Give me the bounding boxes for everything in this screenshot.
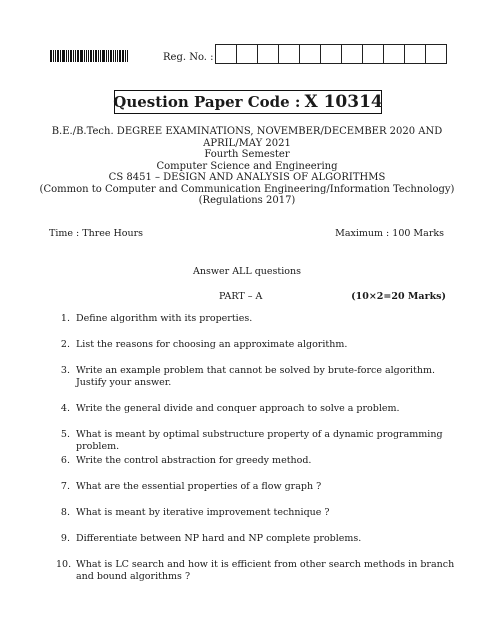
reg-no-box[interactable] [320,44,342,64]
question-text: Write the general divide and conquer approach to solve a problem. [76,403,400,414]
question-number: 5. [60,429,70,440]
barcode-bar [93,50,94,62]
paper-code-label: Question Paper Code : [113,93,301,111]
barcode-bar [125,50,126,62]
barcode-bar [117,50,118,62]
instruction: Answer ALL questions [193,266,301,277]
question-text: Write the control abstraction for greedy method. [76,455,312,466]
common-to: (Common to Computer and Communication Engineering/Information Technology) [39,183,455,195]
reg-no-box[interactable] [278,44,300,64]
exam-header [30,126,464,207]
barcode-bar [70,50,72,62]
question-number: 8. [60,507,70,518]
exam-title-line1: B.E./B.Tech. DEGREE EXAMINATIONS, NOVEMBER/DECEMBER 2020 AND [51,126,443,137]
time-allowed: Time : Three Hours [49,228,144,239]
barcode-bar [80,50,83,62]
barcode-bar [50,50,52,62]
reg-no-box[interactable] [404,44,426,64]
barcode-bar [122,50,124,62]
reg-no-box[interactable] [215,44,237,64]
question-text: List the reasons for choosing an approximate algorithm. [76,339,348,350]
reg-no-box[interactable] [362,44,384,64]
reg-no-box[interactable] [236,44,258,64]
barcode-bar [119,50,121,62]
semester: Fourth Semester [204,149,290,160]
question-text: Write an example problem that cannot be solved by brute-force algorithm. Justify your answer. [76,365,436,388]
question-text: Define algorithm with its properties. [76,313,253,324]
barcode-bar [113,50,114,62]
barcode-bar [115,50,116,62]
barcode-bar [86,50,87,62]
barcode-bar [84,50,85,62]
barcode-bar [127,50,128,62]
barcode-bar [102,50,105,62]
question-number: 7. [60,481,70,492]
barcode-bar [88,50,89,62]
reg-no-label: Reg. No. : [163,52,214,63]
reg-no-box[interactable] [257,44,279,64]
question-text: What are the essential properties of a flow graph ? [76,481,322,492]
barcode-bar [106,50,107,62]
barcode-bar [73,50,74,62]
barcode-bar [110,50,112,62]
barcode-bar [90,50,92,62]
question-number: 4. [60,403,70,414]
question-paper-code-box [114,90,382,114]
department: Computer Science and Engineering [156,160,338,172]
barcode-bar [60,50,61,62]
exam-title-line2: APRIL/MAY 2021 [203,137,291,149]
barcode-bar [53,50,54,62]
maximum-marks: Maximum : 100 Marks [335,228,444,239]
barcode-bar [75,50,76,62]
barcode-bar [62,50,65,62]
question-number: 9. [60,533,70,544]
question-number: 10. [56,559,72,570]
reg-no-box[interactable] [425,44,447,64]
question-text: What is LC search and how it is efficient from other search methods in branch and bound algorithms ? [76,559,455,582]
reg-no-boxes[interactable] [216,44,447,64]
reg-no-box[interactable] [299,44,321,64]
question-number: 1. [60,313,70,324]
question-text: What is meant by iterative improvement technique ? [76,507,330,518]
question-number: 6. [60,455,70,466]
barcode-bar [66,50,67,62]
barcode-bar [57,50,59,62]
barcode-bar [108,50,109,62]
barcode-bar [68,50,69,62]
barcode-bar [95,50,97,62]
part-marks: (10×2=20 Marks) [351,291,446,302]
barcode-bar [77,50,79,62]
question-number: 2. [60,339,70,350]
barcode-bar [55,50,56,62]
barcode-graphic [50,50,132,62]
reg-no-box[interactable] [383,44,405,64]
course-title: CS 8451 – DESIGN AND ANALYSIS OF ALGORITHMS [108,172,386,183]
part-label: PART – A [219,291,263,302]
question-number: 3. [60,365,70,376]
barcode-bar [100,50,101,62]
barcode-bar [98,50,99,62]
question-text: What is meant by optimal substructure property of a dynamic programming problem. [76,429,443,452]
reg-no-box[interactable] [341,44,363,64]
paper-code-number: X 10314 [304,92,383,112]
question-text: Differentiate between NP hard and NP complete problems. [76,533,362,544]
regulations: (Regulations 2017) [198,195,296,206]
